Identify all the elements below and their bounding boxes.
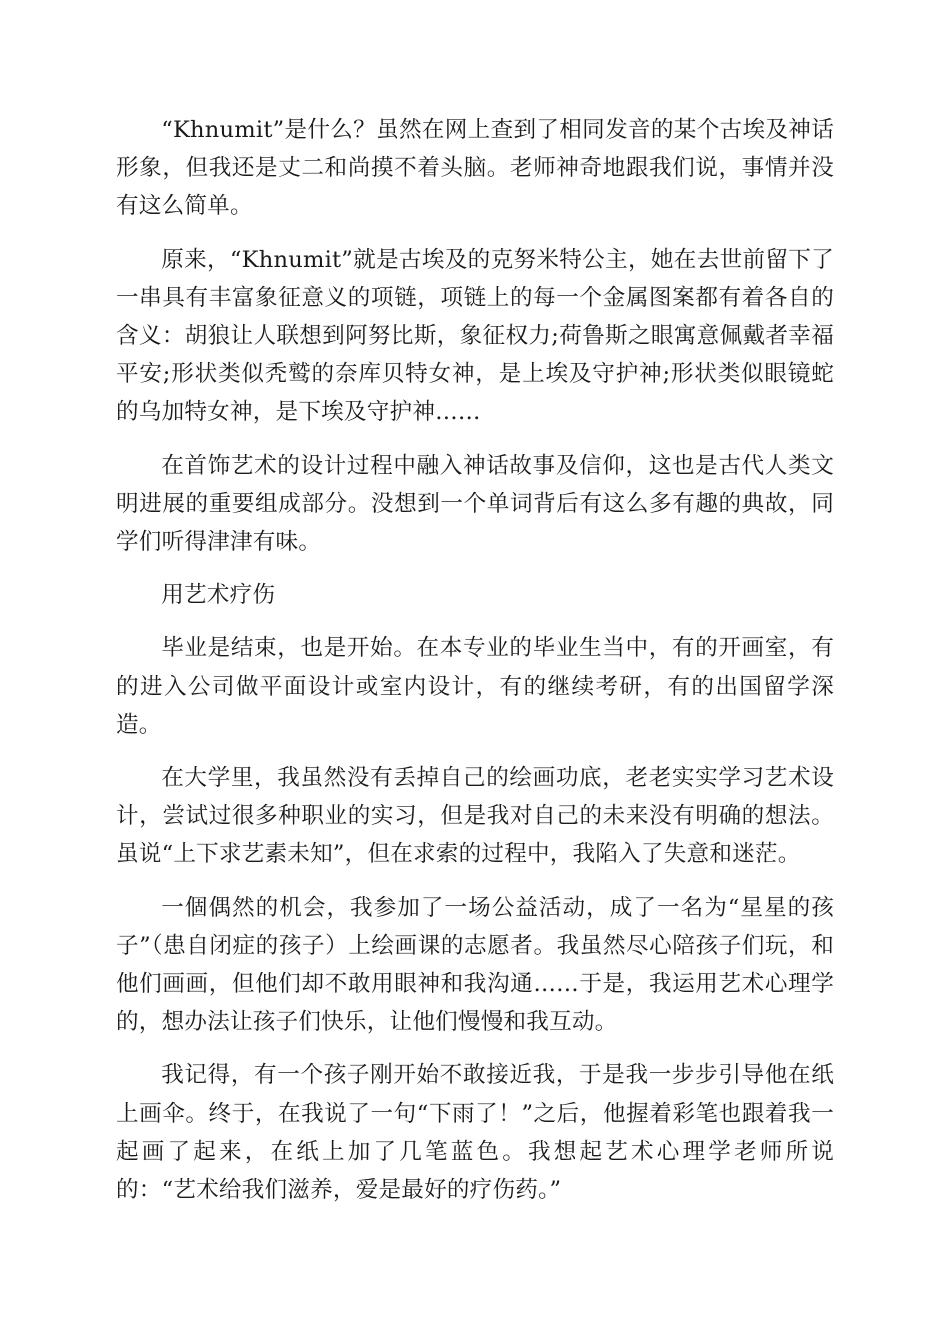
paragraph-umbrella-story: 我记得，有一个孩子刚开始不敢接近我，于是我一步步引导他在纸上画伞。终于，在我说了一句“下雨了！”之后，他握着彩笔也跟着我一起画了起来，在纸上加了几笔蓝色。我想起艺术心理学老师所说的：“艺术给我们滋养，爱是最好的疗伤药。” — [116, 1062, 834, 1204]
paragraph-khnumit-question: “Khnumit”是什么？虽然在网上查到了相同发音的某个古埃及神话形象，但我还是丈二和尚摸不着头脑。老师神奇地跟我们说，事情并没有这么简单。 — [116, 117, 834, 220]
paragraph-khnumit-explanation: 原来，“Khnumit”就是古埃及的克努米特公主，她在去世前留下了一串具有丰富象征意义的项链，项链上的每一个金属图案都有着各自的含义：胡狼让人联想到阿努比斯，象征权力;荷鲁斯之眼寓意佩戴者幸福平安;形状类似秃鹫的奈库贝特女神，是上埃及守护神;形状类似眼镜蛇的乌加特女神，是下埃及守护神…… — [116, 246, 834, 426]
paragraph-volunteer: 一個偶然的机会，我参加了一场公益活动，成了一名为“星星的孩子”（患自闭症的孩子）上绘画课的志愿者。我虽然尽心陪孩子们玩，和他们画画，但他们却不敢用眼神和我沟通……于是，我运用艺术心理学的，想办法让孩子们快乐，让他们慢慢和我互动。 — [116, 894, 834, 1036]
paragraph-mythology-design: 在首饰艺术的设计过程中融入神话故事及信仰，这也是古代人类文明进展的重要组成部分。没想到一个单词背后有这么多有趣的典故，同学们听得津津有味。 — [116, 452, 834, 556]
paragraph-graduation: 毕业是结束，也是开始。在本专业的毕业生当中，有的开画室，有的进入公司做平面设计或室内设计，有的继续考研，有的出国留学深造。 — [116, 635, 834, 738]
section-heading: 用艺术疗伤 — [161, 582, 276, 609]
paragraph-university-life: 在大学里，我虽然没有丢掉自己的绘画功底，老老实实学习艺术设计，尝试过很多种职业的实习，但是我对自己的未来没有明确的想法。虽说“上下求艺素未知”，但在求索的过程中，我陷入了失意和迷茫。 — [116, 765, 834, 868]
